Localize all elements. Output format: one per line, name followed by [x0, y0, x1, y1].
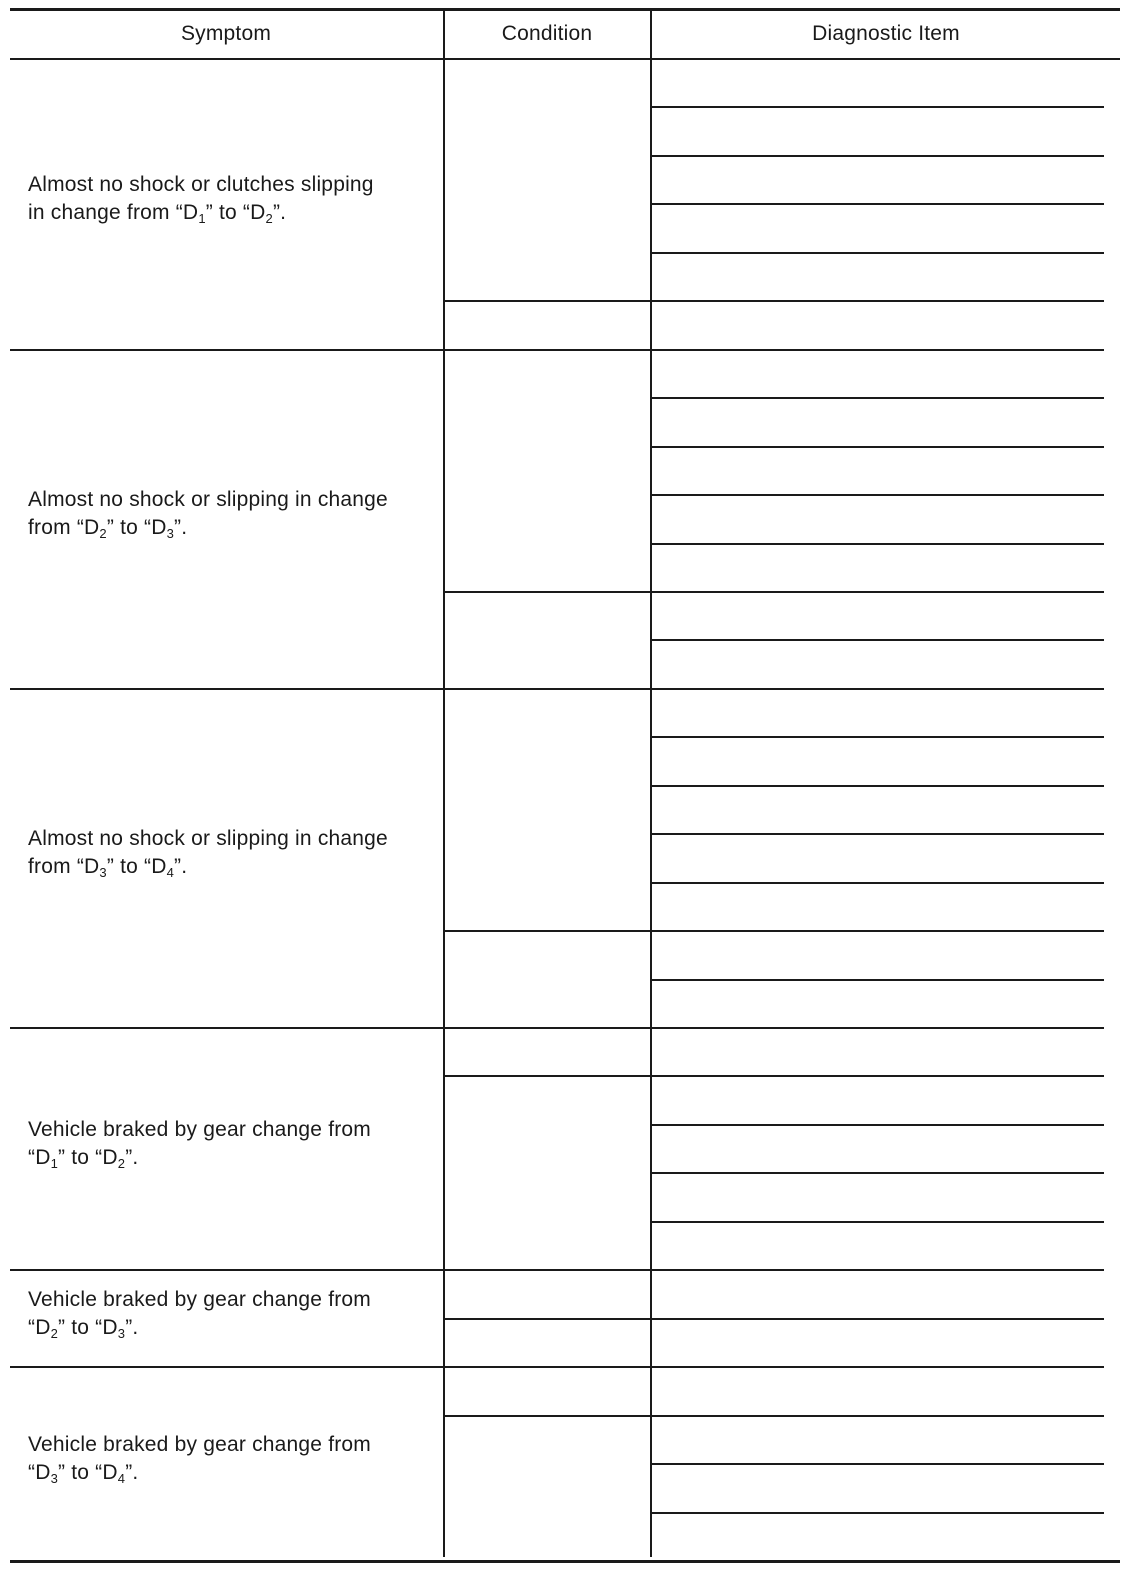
symptom-subscript: 2	[99, 526, 107, 542]
symptom-text-part: Almost no shock or clutches slipping	[28, 173, 374, 197]
header-divider	[10, 58, 1120, 60]
group-divider	[10, 1027, 1104, 1029]
item-divider	[650, 252, 1104, 254]
symptom-text-part: ”.	[125, 1146, 139, 1170]
symptom-line	[28, 1116, 371, 1144]
condition-divider	[443, 591, 1104, 593]
symptom-subscript: 2	[265, 211, 273, 227]
item-divider	[650, 736, 1104, 738]
group-divider	[10, 688, 1104, 690]
symptom-line	[28, 825, 388, 853]
header-symptom: Symptom	[180, 22, 272, 45]
condition-divider	[443, 930, 1104, 932]
symptom-subscript: 3	[50, 1471, 58, 1487]
symptom-subscript: 4	[166, 865, 175, 881]
symptom-text-part: ” to “D	[106, 516, 167, 540]
symptom-text	[28, 1116, 371, 1172]
item-divider	[650, 1463, 1104, 1465]
symptom-line	[28, 199, 374, 227]
symptom-text-part: ” to “D	[106, 855, 167, 879]
condition-divider	[443, 1415, 1104, 1417]
symptom-text-part: Vehicle braked by gear change from	[28, 1287, 372, 1311]
item-divider	[650, 106, 1104, 108]
symptom-text	[28, 825, 388, 881]
symptom-line	[28, 1459, 371, 1487]
condition-divider	[443, 300, 1104, 302]
item-divider	[650, 1124, 1104, 1126]
symptom-text-part: Almost no shock or slipping in change	[28, 488, 388, 512]
symptom-subscript: 1	[50, 1156, 58, 1172]
header-condition: Condition	[501, 22, 593, 45]
symptom-subscript: 3	[99, 865, 107, 881]
symptom-text-part: from “D	[28, 855, 100, 879]
symptom-line	[28, 1431, 371, 1459]
symptom-subscript: 3	[117, 1325, 126, 1341]
symptom-subscript: 4	[117, 1471, 126, 1487]
symptom-subscript: 1	[198, 211, 206, 227]
symptom-text-part: ” to “D	[58, 1315, 118, 1339]
item-divider	[650, 979, 1104, 981]
symptom-text-part: ” to “D	[58, 1461, 118, 1485]
symptom-text-part: ”.	[125, 1461, 139, 1485]
symptom-text-part: ” to “D	[205, 201, 266, 225]
group-divider	[10, 349, 1104, 351]
item-divider	[650, 882, 1104, 884]
symptom-text-part: “D	[28, 1146, 51, 1170]
item-divider	[650, 397, 1104, 399]
symptom-text-part: “D	[28, 1461, 51, 1485]
table-top-border	[10, 8, 1120, 11]
symptom-line	[28, 1314, 371, 1342]
symptom-text-part: ”.	[174, 516, 188, 540]
symptom-line	[28, 853, 388, 881]
symptom-text-part: ”.	[174, 855, 188, 879]
item-divider	[650, 203, 1104, 205]
symptom-text-part: ” to “D	[58, 1146, 118, 1170]
symptom-line	[28, 1144, 371, 1172]
condition-divider	[443, 1318, 1104, 1320]
symptom-text-part: in change from “D	[28, 201, 199, 225]
symptom-text-part: Vehicle braked by gear change from	[28, 1433, 372, 1457]
item-divider	[650, 785, 1104, 787]
condition-divider	[443, 1075, 1104, 1077]
table-bottom-border	[10, 1560, 1120, 1563]
item-divider	[650, 833, 1104, 835]
symptom-line	[28, 486, 388, 514]
symptom-text-part: “D	[28, 1315, 51, 1339]
group-divider	[10, 1269, 1104, 1271]
item-divider	[650, 1221, 1104, 1223]
symptom-text-part: Vehicle braked by gear change from	[28, 1118, 372, 1142]
symptom-subscript: 2	[117, 1156, 126, 1172]
symptom-subscript: 3	[166, 526, 175, 542]
symptom-text	[28, 1431, 371, 1487]
symptom-text	[28, 486, 388, 542]
symptom-text-part: ”.	[125, 1315, 139, 1339]
symptom-text-part: Almost no shock or slipping in change	[28, 827, 388, 851]
column-divider-condition	[443, 9, 445, 1557]
symptom-line	[28, 1286, 371, 1314]
group-divider	[10, 1366, 1104, 1368]
symptom-line	[28, 171, 374, 199]
symptom-text-part: ”.	[272, 201, 287, 225]
item-divider	[650, 494, 1104, 496]
symptom-subscript: 2	[50, 1325, 58, 1341]
item-divider	[650, 155, 1104, 157]
item-divider	[650, 1172, 1104, 1174]
symptom-text	[28, 1286, 371, 1342]
symptom-text	[28, 171, 374, 227]
item-divider	[650, 446, 1104, 448]
item-divider	[650, 543, 1104, 545]
header-diagnostic-item: Diagnostic Item	[812, 22, 960, 45]
symptom-text-part: from “D	[28, 516, 100, 540]
item-divider	[650, 1512, 1104, 1514]
item-divider	[650, 639, 1104, 641]
column-divider-item	[650, 9, 652, 1557]
symptom-line	[28, 514, 388, 542]
